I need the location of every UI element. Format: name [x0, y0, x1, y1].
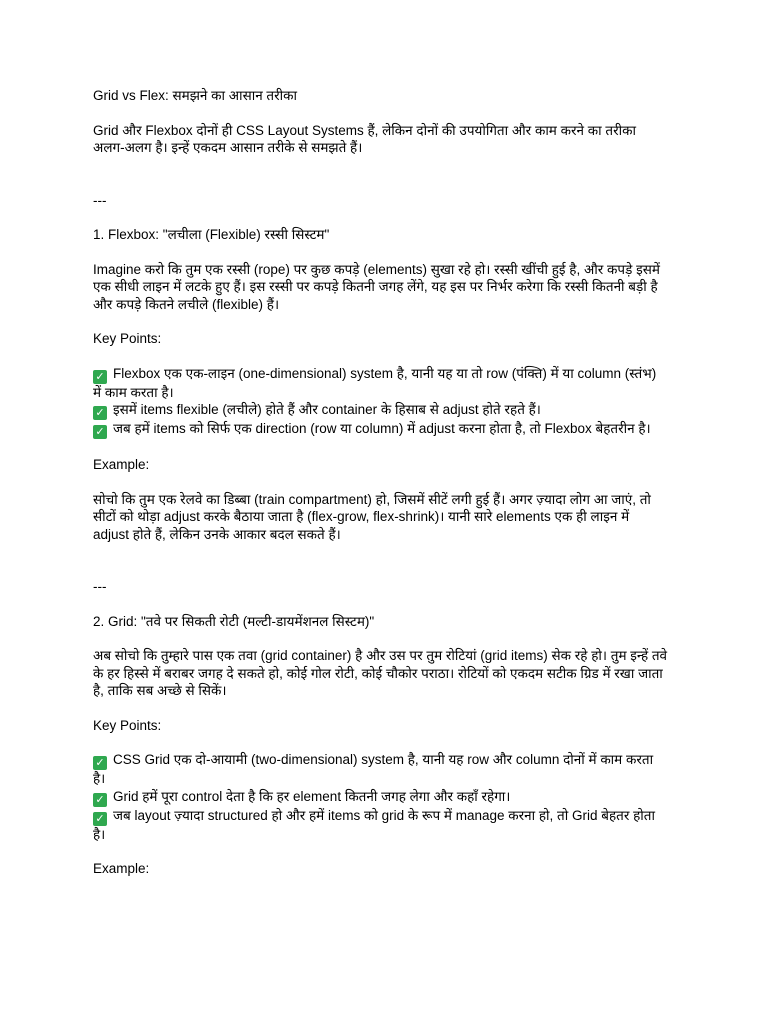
check-mark-icon: ✓ — [93, 793, 107, 807]
separator: --- — [93, 579, 107, 594]
flexbox-point: ✓ Flexbox एक एक-लाइन (one-dimensional) system है, यानी यह या तो row (पंक्ति) में या column (स्तंभ) में काम करता है। — [93, 365, 657, 400]
grid-example-label: Example: — [93, 861, 150, 876]
flexbox-example-text: सोचो कि तुम एक रेलवे का डिब्बा (train compartment) हो, जिसमें सीटें लगी हुई हैं। अगर ज़्यादा लोग आ जाएं, तो सीटों को थोड़ा adjust करके बैठाया जाता है (flex-grow, flex-shrink)। यानी सारे elements एक ही लाइन में adjust होते हैं, लेकिन उनके आकार बदल सकते हैं। — [93, 491, 651, 542]
document-title: Grid vs Flex: समझने का आसान तरीका — [93, 88, 298, 103]
check-mark-icon: ✓ — [93, 812, 107, 826]
separator: --- — [93, 192, 107, 208]
flexbox-key-points-label: Key Points: — [93, 331, 162, 346]
flexbox-heading: 1. Flexbox: "लचीला (Flexible) रस्सी सिस्टम" — [93, 227, 330, 242]
check-mark-icon: ✓ — [93, 756, 107, 770]
grid-heading: 2. Grid: "तवे पर सिकती रोटी (मल्टी-डायमेंशनल सिस्टम)" — [93, 613, 375, 629]
flexbox-point: ✓ जब हमें items को सिर्फ एक direction (row या column) में adjust करना होता है, तो Flexbox बेहतरीन है। — [93, 420, 668, 439]
flexbox-point: ✓ इसमें items flexible (लचीले) होते हैं और container के हिसाब से adjust होते रहते हैं। — [93, 401, 668, 420]
flexbox-example-label: Example: — [93, 457, 150, 472]
check-mark-icon: ✓ — [93, 406, 107, 420]
grid-description: अब सोचो कि तुम्हारे पास एक तवा (grid container) है और उस पर तुम रोटियां (grid items) सेक रहे हो। तुम इन्हें तवे के हर हिस्से में बराबर जगह दे सकते हो, कोई गोल रोटी, कोई चौकोर पराठा। रोटियों को एकदम सटीक ग्रिड में रखा जाता है, ताकि सब अच्छे से सिकें। — [93, 648, 668, 698]
grid-key-points-label: Key Points: — [93, 717, 162, 733]
check-mark-icon: ✓ — [93, 370, 107, 384]
grid-point: ✓ जब layout ज़्यादा structured हो और हमें items को grid के रूप में manage करना हो, तो Grid बेहतर होता है। — [93, 807, 655, 842]
grid-point: ✓ Grid हमें पूरा control देता है कि हर element कितनी जगह लेगा और कहाँ रहेगा। — [93, 788, 668, 807]
check-mark-icon: ✓ — [93, 425, 107, 439]
grid-point: ✓ CSS Grid एक दो-आयामी (two-dimensional) system है, यानी यह row और column दोनों में काम करता है। — [93, 752, 654, 786]
intro-paragraph: Grid और Flexbox दोनों ही CSS Layout Systems हैं, लेकिन दोनों की उपयोगिता और काम करने का तरीका अलग-अलग है। इन्हें एकदम आसान तरीके से समझते हैं। — [93, 122, 636, 155]
flexbox-description: Imagine करो कि तुम एक रस्सी (rope) पर कुछ कपड़े (elements) सुखा रहे हो। रस्सी खींची हुई है, और कपड़े इसमें एक सीधी लाइन में लटके हुए हैं। इस रस्सी पर कपड़े कितनी जगह लेंगे, यह इस पर निर्भर करेगा कि रस्सी कितनी बड़ी है और कपड़े कितने लचीले (flexible) हैं। — [93, 261, 660, 312]
